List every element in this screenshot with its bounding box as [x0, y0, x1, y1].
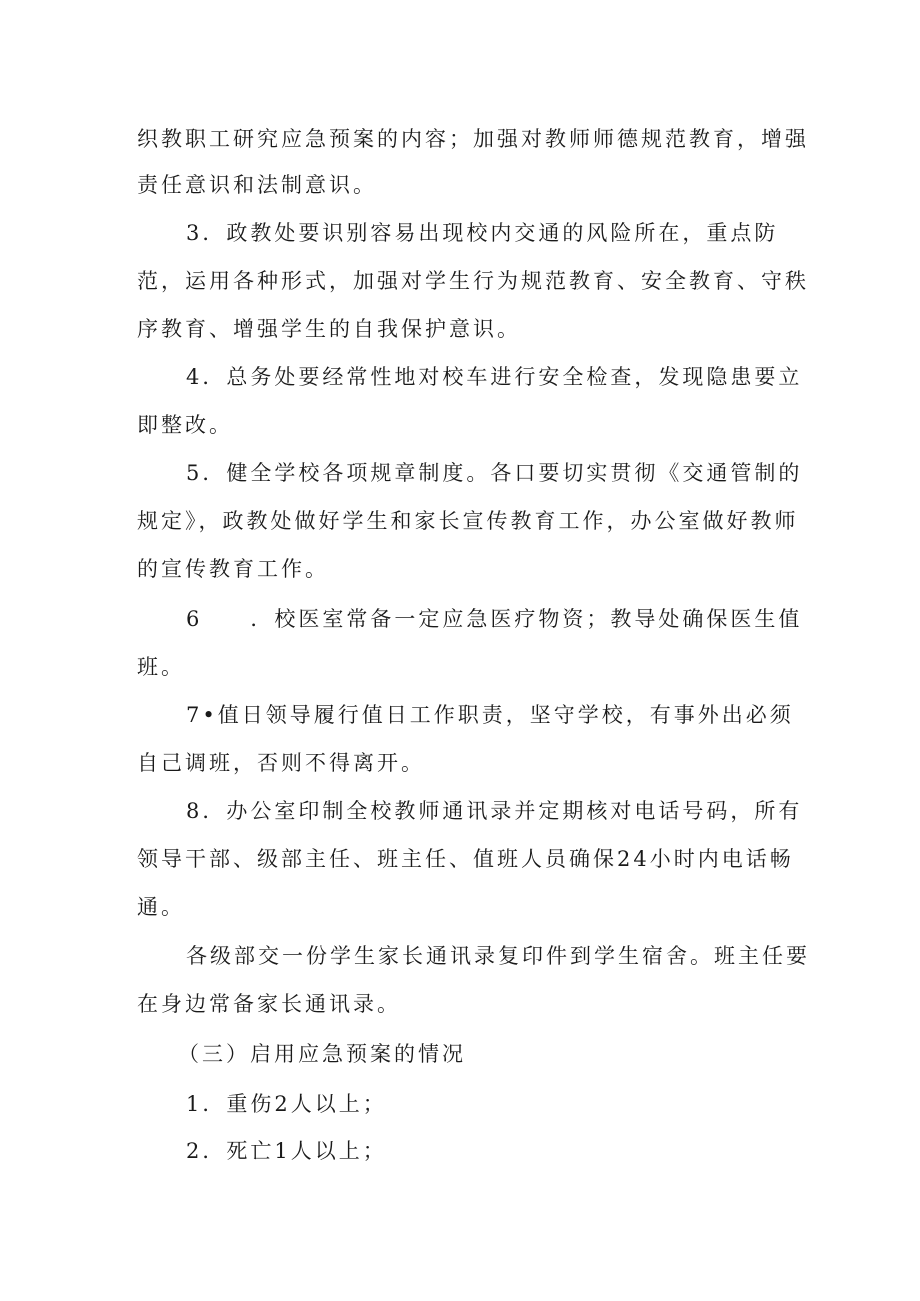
- text-line: 责任意识和法制意识。: [137, 173, 377, 197]
- text-line: 即整改。: [137, 413, 233, 437]
- text-line: 的宣传教育工作。: [137, 557, 329, 581]
- text-line: 各级部交一份学生家长通讯录复印件到学生宿舍。班主任要: [186, 944, 810, 968]
- text-line: 在身边常备家长通讯录。: [137, 992, 401, 1016]
- text-line: 序教育、增强学生的自我保护意识。: [137, 317, 521, 341]
- text-line: 7•值日领导履行值日工作职责，坚守学校，有事外出必须: [186, 703, 794, 727]
- text-line: 6 ．校医室常备一定应急医疗物资；教导处确保医生值: [186, 607, 803, 631]
- text-line: 织教职工研究应急预案的内容；加强对教师师德规范教育，增强: [137, 127, 809, 151]
- text-line: 4．总务处要经常性地对校车进行安全检查，发现隐患要立: [186, 365, 803, 389]
- text-line: 规定》，政教处做好学生和家长宣传教育工作，办公室做好教师: [137, 509, 799, 533]
- text-line: 班。: [137, 655, 185, 679]
- text-line: 自己调班，否则不得离开。: [137, 751, 425, 775]
- section-heading: （三）启用应急预案的情况: [178, 1042, 466, 1066]
- text-line: 1．重伤2人以上；: [186, 1092, 387, 1116]
- text-line: 范，运用各种形式，加强对学生行为规范教育、安全教育、守秩: [137, 269, 809, 293]
- text-line: 5．健全学校各项规章制度。各口要切实贯彻《交通管制的: [186, 461, 803, 485]
- text-line: 8．办公室印制全校教师通讯录并定期核对电话号码，所有: [186, 799, 803, 823]
- text-line: 领导干部、级部主任、班主任、值班人员确保24小时内电话畅: [137, 847, 794, 871]
- text-line: 3．政教处要识别容易出现校内交通的风险所在，重点防: [186, 221, 779, 245]
- text-line: 通。: [137, 895, 185, 919]
- text-line: 2．死亡1人以上；: [186, 1139, 387, 1163]
